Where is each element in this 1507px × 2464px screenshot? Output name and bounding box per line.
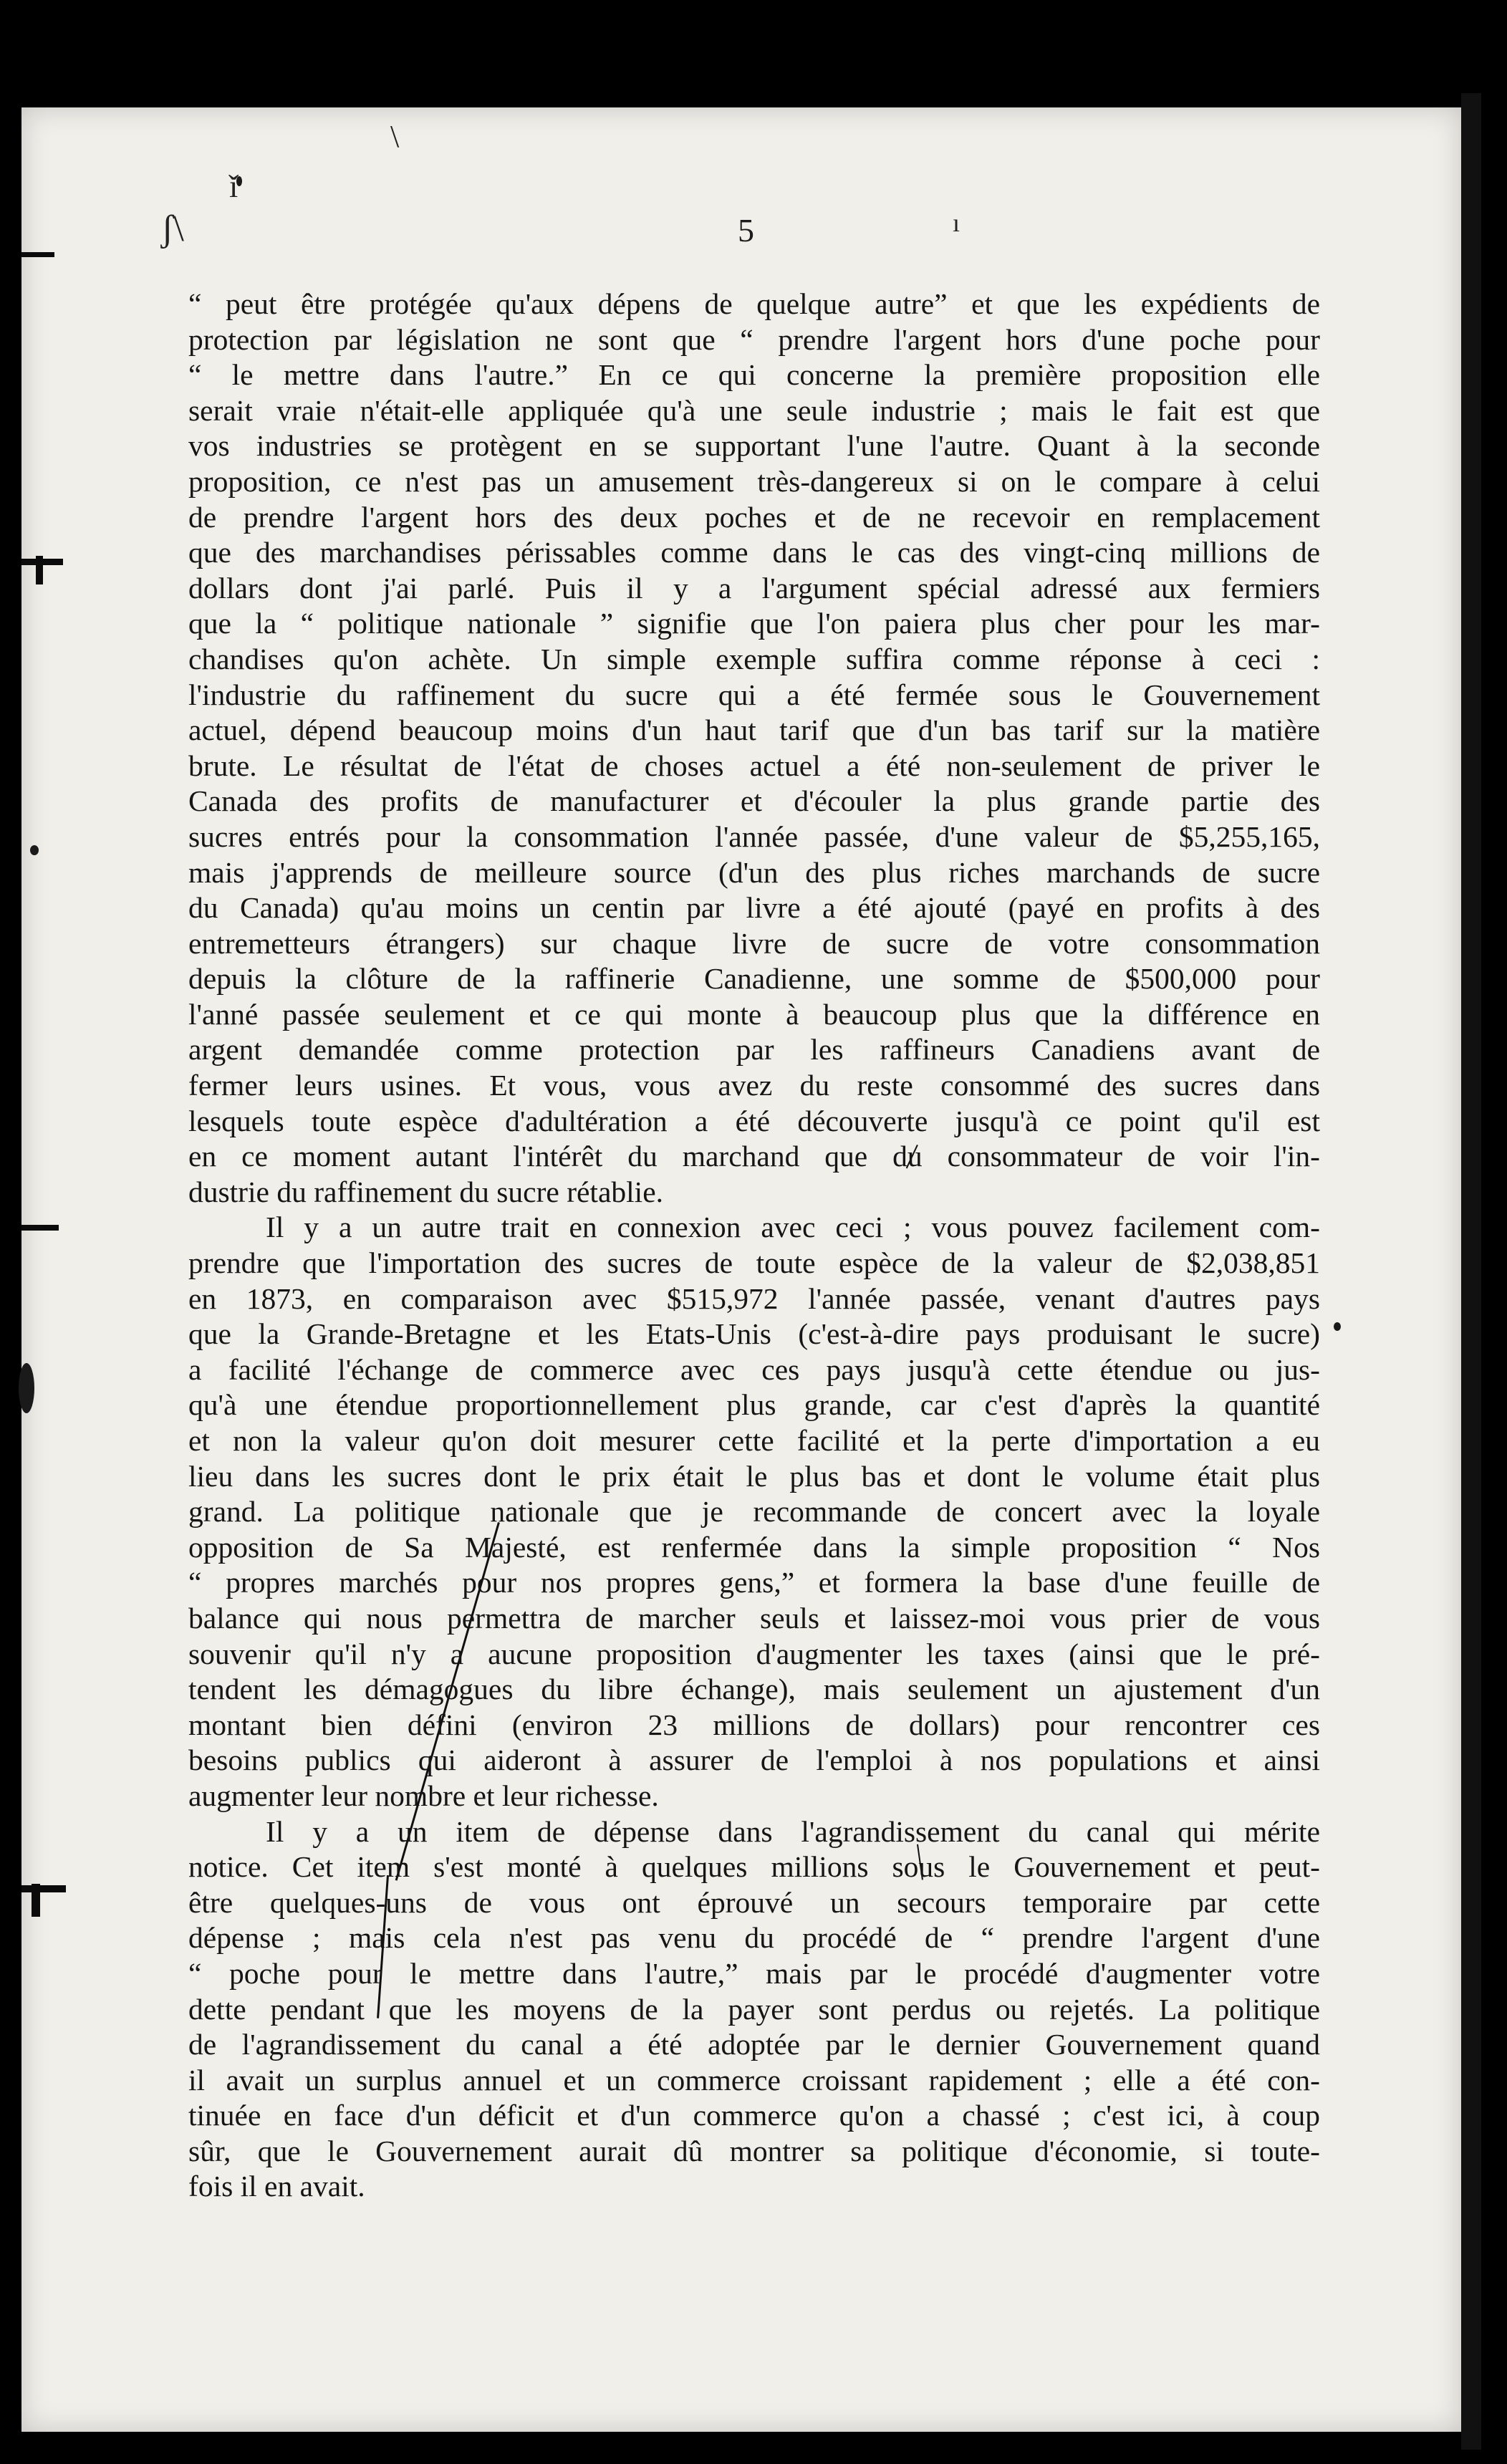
text-line: depuis la clôture de la raffinerie Canadienne, une somme de $500,000 pour	[188, 962, 1320, 996]
text-line: Il y a un item de dépense dans l'agrandissement du canal qui mérite	[266, 1814, 1320, 1848]
scan-border	[1461, 93, 1481, 2450]
text-line: tinuée en face d'un déficit et d'un commerce qu'on a chassé ; c'est ici, à coup	[188, 2099, 1320, 2132]
margin-mark	[21, 1885, 66, 1892]
text-line: Il y a un autre trait en connexion avec ceci ; vous pouvez facilement com-	[266, 1211, 1320, 1244]
text-line: augmenter leur nombre et leur richesse.	[188, 1779, 659, 1812]
text-line: que la Grande-Bretagne et les Etats-Unis (c'est-à-dire pays produisant le sucre)	[188, 1317, 1320, 1351]
text-line: opposition de Sa Majesté, est renfermée dans la simple proposition “ Nos	[188, 1530, 1320, 1564]
text-line: “ propres marchés pour nos propres gens,” et formera la base d'une feuille de	[188, 1566, 1320, 1599]
text-line: mais j'apprends de meilleure source (d'un des plus riches marchands de sucre	[188, 855, 1320, 889]
text-line: qu'à une étendue proportionnellement plus grande, car c'est d'après la quantité	[188, 1388, 1320, 1422]
text-line: “ le mettre dans l'autre.” En ce qui concerne la première proposition elle	[188, 358, 1320, 392]
text-line: sûr, que le Gouvernement aurait dû montrer sa politique d'économie, si toute-	[188, 2134, 1320, 2167]
text-line: prendre que l'importation des sucres de toute espèce de la valeur de $2,038,851	[188, 1246, 1320, 1280]
text-line: chandises qu'on achète. Un simple exemple suffira comme réponse à ceci :	[188, 642, 1320, 675]
text-line: entremetteurs étrangers) sur chaque livre de sucre de votre consommation	[188, 926, 1320, 960]
text-line: proposition, ce n'est pas un amusement très-dangereux si on le compare à celui	[188, 464, 1320, 498]
text-line: que des marchandises périssables comme dans le cas des vingt-cinq millions de	[188, 536, 1320, 569]
text-line: souvenir qu'il n'y a aucune proposition d'augmenter les taxes (ainsi que le pré-	[188, 1637, 1320, 1670]
text-line: brute. Le résultat de l'état de choses actuel a été non-seulement de priver le	[188, 749, 1320, 782]
text-line: du Canada) qu'au moins un centin par livre a été ajouté (payé en profits à des	[188, 891, 1320, 925]
text-line: lieu dans les sucres dont le prix était le plus bas et dont le volume était plus	[188, 1459, 1320, 1493]
text-line: il avait un surplus annuel et un commerce croissant rapidement ; elle a été con-	[188, 2063, 1320, 2097]
text-line: protection par législation ne sont que “ prendre l'argent hors d'une poche pour	[188, 322, 1320, 356]
margin-tick: ʃ\	[161, 208, 184, 249]
text-line: l'industrie du raffinement du sucre qui a été fermée sous le Gouvernement	[188, 678, 1320, 711]
text-line: que la “ politique nationale ” signifie que l'on paiera plus cher pour les mar-	[188, 607, 1320, 640]
text-line: Canada des profits de manufacturer et d'écouler la plus grande partie des	[188, 784, 1320, 818]
margin-mark	[21, 252, 54, 257]
margin-mark	[32, 1884, 40, 1917]
text-line: serait vraie n'était-elle appliquée qu'à une seule industrie ; mais le fait est que	[188, 393, 1320, 427]
text-line: argent demandée comme protection par les raffineurs Canadiens avant de	[188, 1033, 1320, 1067]
margin-tick: ı	[953, 208, 960, 237]
ink-spot	[30, 845, 39, 855]
text-line: vos industries se protègent en se supportant l'une l'autre. Quant à la seconde	[188, 429, 1320, 463]
ink-spot	[19, 1363, 34, 1413]
text-line: de l'agrandissement du canal a été adoptée par le dernier Gouvernement quand	[188, 2028, 1320, 2061]
text-line: dette pendant que les moyens de la payer sont perdus ou rejetés. La politique	[188, 1992, 1320, 2026]
scan-edge	[1481, 64, 1507, 2464]
text-line: lesquels toute espèce d'adultération a été découverte jusqu'à ce point qu'il est	[188, 1104, 1320, 1137]
text-line: et non la valeur qu'on doit mesurer cette facilité et la perte d'importation a eu	[188, 1424, 1320, 1457]
text-line: dollars dont j'ai parlé. Puis il y a l'argument spécial adressé aux fermiers	[188, 571, 1320, 605]
text-line: a facilité l'échange de commerce avec ces pays jusqu'à cette étendue ou jus-	[188, 1352, 1320, 1386]
text-line: en 1873, en comparaison avec $515,972 l'année passée, venant d'autres pays	[188, 1281, 1320, 1315]
text-line: “ peut être protégée qu'aux dépens de quelque autre” et que les expédients de	[188, 287, 1320, 320]
text-line: besoins publics qui aideront à assurer de l'emploi à nos populations et ainsi	[188, 1743, 1320, 1777]
margin-mark	[36, 556, 43, 584]
body-text	[188, 287, 1320, 2205]
text-line: dustrie du raffinement du sucre rétablie.	[188, 1175, 663, 1208]
text-line: de prendre l'argent hors des deux poches et de ne recevoir en remplacement	[188, 500, 1320, 534]
text-line: actuel, dépend beaucoup moins d'un haut tarif que d'un bas tarif sur la matière	[188, 713, 1320, 747]
margin-tick: \	[390, 119, 400, 154]
ink-spot	[1334, 1322, 1341, 1331]
text-line: dépense ; mais cela n'est pas venu du procédé de “ prendre l'argent d'une	[188, 1921, 1320, 1955]
text-line: l'anné passée seulement et ce qui monte à beaucoup plus que la différence en	[188, 997, 1320, 1031]
text-line: en ce moment autant l'intérêt du marchand que du consommateur de voir l'in-	[188, 1140, 1320, 1173]
text-line: tendent les démagogues du libre échange), mais seulement un ajustement d'un	[188, 1673, 1320, 1706]
text-line: “ poche pour le mettre dans l'autre,” mais par le procédé d'augmenter votre	[188, 1956, 1320, 1990]
text-line: être quelques-uns de vous ont éprouvé un secours temporaire par cette	[188, 1885, 1320, 1919]
text-line: grand. La politique nationale que je recommande de concert avec la loyale	[188, 1495, 1320, 1529]
margin-tick: ǐ	[229, 169, 239, 204]
text-line: sucres entrés pour la consommation l'année passée, d'une valeur de $5,255,165,	[188, 819, 1320, 853]
text-line: fermer leurs usines. Et vous, vous avez du reste consommé des sucres dans	[188, 1069, 1320, 1102]
text-line: montant bien défini (environ 23 millions de dollars) pour rencontrer ces	[188, 1708, 1320, 1741]
margin-mark	[21, 1225, 59, 1231]
page-number: 5	[738, 212, 754, 249]
text-line: notice. Cet item s'est monté à quelques millions sous le Gouvernement et peut-	[188, 1850, 1320, 1884]
text-line: balance qui nous permettra de marcher seuls et laissez-moi vous prier de vous	[188, 1601, 1320, 1635]
text-line: fois il en avait.	[188, 2170, 365, 2203]
